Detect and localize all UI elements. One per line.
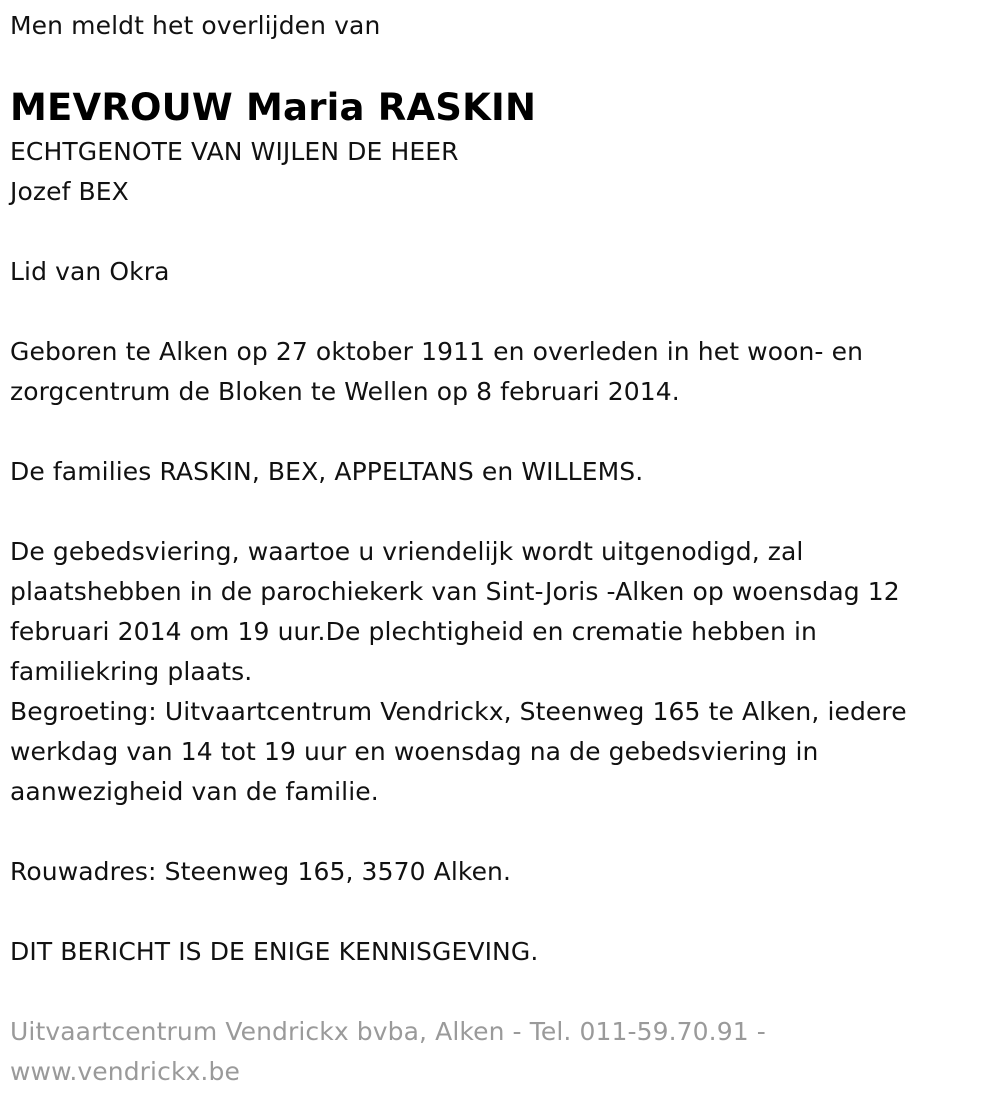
- visitation-line: Begroeting: Uitvaartcentrum Vendrickx, Steenweg 165 te Alken, iedere: [10, 697, 907, 726]
- death-notice: [10, 0, 985, 1092]
- visitation-line: werkdag van 14 tot 19 uur en woensdag na de gebedsviering in: [10, 737, 819, 766]
- spouse-name: Jozef BEX: [10, 177, 129, 206]
- spacer: [10, 812, 985, 852]
- birth-death-line: Geboren te Alken op 27 oktober 1911 en overleden in het woon- en: [10, 337, 864, 366]
- footer-contact: Uitvaartcentrum Vendrickx bvba, Alken - Tel. 011-59.70.91 -: [10, 1017, 766, 1046]
- spacer: [10, 892, 985, 932]
- birth-death-line: zorgcentrum de Bloken te Wellen op 8 februari 2014.: [10, 377, 680, 406]
- spacer: [10, 212, 985, 252]
- spacer: [10, 972, 985, 1012]
- spacer: [10, 292, 985, 332]
- mourning-address: Rouwadres: Steenweg 165, 3570 Alken.: [10, 857, 512, 886]
- ceremony-line: familiekring plaats.: [10, 657, 253, 686]
- spacer: [10, 412, 985, 452]
- ceremony-line: plaatshebben in de parochiekerk van Sint-Joris -Alken op woensdag 12: [10, 577, 900, 606]
- families-text: De families RASKIN, BEX, APPELTANS en WILLEMS.: [10, 457, 644, 486]
- only-notice-text: DIT BERICHT IS DE ENIGE KENNISGEVING.: [10, 937, 539, 966]
- deceased-name: MEVROUW Maria RASKIN: [10, 86, 537, 129]
- ceremony-line: De gebedsviering, waartoe u vriendelijk wordt uitgenodigd, zal: [10, 537, 804, 566]
- membership-text: Lid van Okra: [10, 257, 170, 286]
- spouse-title: ECHTGENOTE VAN WIJLEN DE HEER: [10, 137, 459, 166]
- footer-website: www.vendrickx.be: [10, 1057, 240, 1086]
- visitation-line: aanwezigheid van de familie.: [10, 777, 379, 806]
- intro-text: Men meldt het overlijden van: [10, 11, 381, 40]
- ceremony-line: februari 2014 om 19 uur.De plechtigheid en crematie hebben in: [10, 617, 817, 646]
- spacer: [10, 492, 985, 532]
